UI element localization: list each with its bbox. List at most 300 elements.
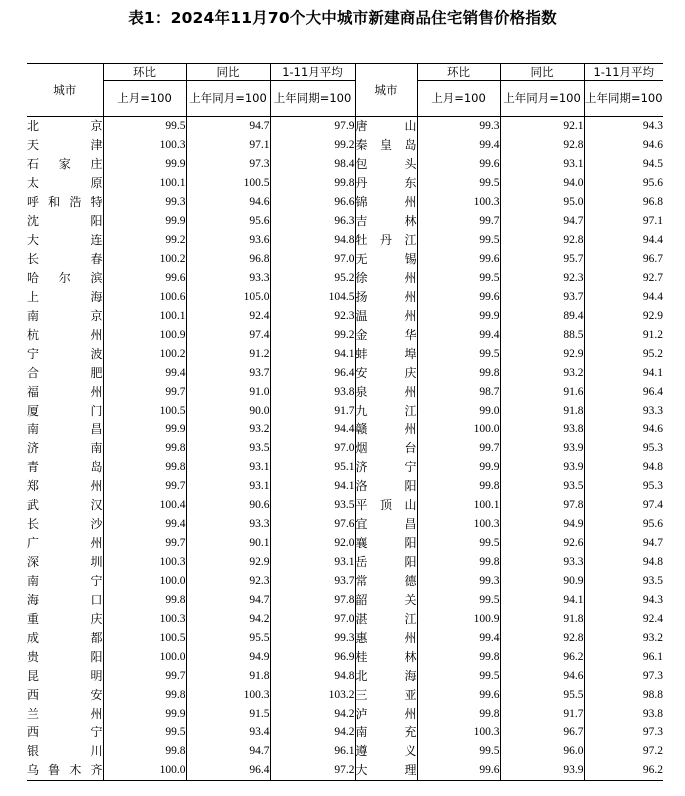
table-row — [27, 553, 663, 572]
city-name: 杭 州 — [27, 325, 103, 344]
avg-value: 95.6 — [642, 177, 663, 190]
table-row — [27, 136, 663, 155]
city-name: 哈尔滨 — [27, 269, 103, 288]
mom-value: 99.9 — [103, 420, 186, 439]
mom-value: 99.5 — [103, 117, 186, 136]
table-row — [27, 155, 663, 174]
city-name: 上 海 — [27, 287, 103, 306]
city-name: 九 江 — [355, 401, 417, 420]
yoy-value: 93.2 — [500, 363, 584, 382]
city-name: 天 津 — [27, 136, 103, 155]
table-row — [27, 666, 663, 685]
avg-value: 99.8 — [334, 177, 355, 190]
city-name: 平顶山 — [355, 496, 417, 515]
table-row — [27, 685, 663, 704]
city-name: 常 德 — [355, 572, 417, 591]
avg-value: 97.4 — [642, 499, 663, 512]
city-name: 温 州 — [355, 306, 417, 325]
mom-value: 99.9 — [103, 155, 186, 174]
mom-value: 100.0 — [103, 647, 186, 666]
mom-value: 100.0 — [103, 761, 186, 780]
city-name: 湛 江 — [355, 609, 417, 628]
yoy-value: 94.9 — [186, 647, 270, 666]
mom-value: 99.5 — [417, 534, 500, 553]
city-name: 海 口 — [27, 590, 103, 609]
avg-value: 95.3 — [642, 480, 663, 493]
avg-value: 94.3 — [642, 593, 663, 606]
yoy-base-right: 上年同月=100 — [500, 81, 584, 117]
city-name: 赣 州 — [355, 420, 417, 439]
table-row — [27, 439, 663, 458]
mom-value: 99.6 — [417, 287, 500, 306]
avg-value: 95.2 — [334, 271, 355, 284]
mom-value: 100.2 — [103, 344, 186, 363]
table-row — [27, 363, 663, 382]
mom-value: 99.8 — [417, 477, 500, 496]
mom-value: 99.8 — [103, 439, 186, 458]
avg-value: 91.2 — [642, 328, 663, 341]
mom-value: 99.4 — [103, 515, 186, 534]
yoy-value: 96.2 — [500, 647, 584, 666]
yoy-value: 93.6 — [186, 231, 270, 250]
avg-value: 94.6 — [642, 139, 663, 152]
avg-base-left: 上年同期=100 — [270, 81, 355, 117]
yoy-value: 96.8 — [186, 250, 270, 269]
city-name: 郑 州 — [27, 477, 103, 496]
avg-value: 94.4 — [642, 290, 663, 303]
avg-value: 103.2 — [328, 688, 355, 701]
yoy-value: 93.1 — [186, 458, 270, 477]
city-name: 宜 昌 — [355, 515, 417, 534]
table-row — [27, 212, 663, 231]
city-header-left: 城市 — [27, 64, 103, 117]
avg-value: 95.6 — [642, 518, 663, 531]
avg-value: 94.4 — [642, 234, 663, 247]
avg-value: 94.1 — [642, 366, 663, 379]
mom-value: 99.7 — [103, 666, 186, 685]
mom-value: 99.8 — [417, 363, 500, 382]
city-name: 金 华 — [355, 325, 417, 344]
mom-value: 99.5 — [417, 344, 500, 363]
table-row — [27, 515, 663, 534]
mom-value: 99.9 — [103, 704, 186, 723]
city-name: 蚌 埠 — [355, 344, 417, 363]
city-name: 锦 州 — [355, 193, 417, 212]
avg-value: 93.8 — [642, 707, 663, 720]
city-name: 南 京 — [27, 306, 103, 325]
city-name: 呼和浩特 — [27, 193, 103, 212]
mom-value: 100.3 — [417, 515, 500, 534]
yoy-value: 92.1 — [500, 117, 584, 136]
yoy-value: 91.2 — [186, 344, 270, 363]
table-title: 表1：2024年11月70个大中城市新建商品住宅销售价格指数 — [128, 9, 557, 27]
avg-value: 94.7 — [642, 537, 663, 550]
avg-value: 95.3 — [642, 442, 663, 455]
yoy-value: 97.1 — [186, 136, 270, 155]
mom-value: 99.8 — [417, 647, 500, 666]
avg-value: 97.0 — [334, 442, 355, 455]
city-name: 秦皇岛 — [355, 136, 417, 155]
avg-value: 92.9 — [642, 309, 663, 322]
mom-value: 100.0 — [103, 572, 186, 591]
city-name: 吉 林 — [355, 212, 417, 231]
yoy-value: 94.7 — [186, 742, 270, 761]
avg-value: 97.6 — [334, 518, 355, 531]
mom-value: 99.7 — [103, 382, 186, 401]
yoy-value: 96.0 — [500, 742, 584, 761]
table-row — [27, 761, 663, 780]
mom-value: 99.0 — [417, 401, 500, 420]
yoy-value: 100.5 — [186, 174, 270, 193]
city-name: 包 头 — [355, 155, 417, 174]
mom-header-right: 环比 — [417, 64, 500, 81]
mom-value: 98.7 — [417, 382, 500, 401]
avg-value: 97.3 — [642, 726, 663, 739]
table-row — [27, 382, 663, 401]
mom-value: 99.7 — [417, 439, 500, 458]
city-name: 青 岛 — [27, 458, 103, 477]
yoy-value: 97.4 — [186, 325, 270, 344]
avg-value: 92.7 — [642, 271, 663, 284]
table-row — [27, 287, 663, 306]
city-name: 唐 山 — [355, 117, 417, 136]
avg-value: 97.9 — [334, 120, 355, 133]
yoy-value: 95.5 — [186, 628, 270, 647]
avg-header-right: 1-11月平均 — [584, 64, 663, 81]
city-name: 三 亚 — [355, 685, 417, 704]
avg-base-right: 上年同期=100 — [584, 81, 663, 117]
mom-value: 99.5 — [417, 666, 500, 685]
mom-value: 99.5 — [417, 269, 500, 288]
city-name: 福 州 — [27, 382, 103, 401]
mom-value: 99.4 — [417, 628, 500, 647]
mom-value: 100.3 — [417, 193, 500, 212]
mom-value: 100.3 — [103, 553, 186, 572]
mom-value: 99.3 — [417, 117, 500, 136]
avg-value: 93.7 — [334, 574, 355, 587]
table-row — [27, 193, 663, 212]
table-row — [27, 647, 663, 666]
yoy-value: 105.0 — [186, 287, 270, 306]
yoy-base-left: 上年同月=100 — [186, 81, 270, 117]
mom-value: 99.6 — [417, 155, 500, 174]
avg-value: 94.4 — [334, 423, 355, 436]
avg-value: 94.8 — [642, 556, 663, 569]
avg-value: 96.9 — [334, 650, 355, 663]
mom-base-right: 上月=100 — [417, 81, 500, 117]
avg-value: 94.8 — [334, 234, 355, 247]
yoy-value: 91.8 — [186, 666, 270, 685]
yoy-value: 94.9 — [500, 515, 584, 534]
avg-header-left: 1-11月平均 — [270, 64, 355, 81]
yoy-value: 90.9 — [500, 572, 584, 591]
mom-value: 99.8 — [103, 685, 186, 704]
avg-value: 92.3 — [334, 309, 355, 322]
yoy-value: 92.9 — [500, 344, 584, 363]
mom-value: 100.1 — [103, 174, 186, 193]
yoy-value: 93.2 — [186, 420, 270, 439]
yoy-value: 91.7 — [500, 704, 584, 723]
avg-value: 96.3 — [334, 215, 355, 228]
city-name: 银 川 — [27, 742, 103, 761]
avg-value: 97.8 — [334, 593, 355, 606]
table-row — [27, 174, 663, 193]
avg-value: 99.2 — [334, 328, 355, 341]
city-name: 成 都 — [27, 628, 103, 647]
yoy-header-left: 同比 — [186, 64, 270, 81]
yoy-value: 100.3 — [186, 685, 270, 704]
city-name: 襄 阳 — [355, 534, 417, 553]
mom-value: 100.4 — [103, 496, 186, 515]
avg-value: 93.3 — [642, 404, 663, 417]
city-name: 济 宁 — [355, 458, 417, 477]
table-row — [27, 269, 663, 288]
mom-value: 99.7 — [103, 477, 186, 496]
city-name: 北 京 — [27, 117, 103, 136]
avg-value: 97.1 — [642, 215, 663, 228]
yoy-value: 94.6 — [500, 666, 584, 685]
table-body — [27, 117, 663, 781]
mom-value: 99.5 — [103, 723, 186, 742]
yoy-value: 93.3 — [186, 269, 270, 288]
mom-header-left: 环比 — [103, 64, 186, 81]
city-name: 深 圳 — [27, 553, 103, 572]
yoy-value: 93.1 — [500, 155, 584, 174]
mom-value: 100.1 — [417, 496, 500, 515]
yoy-value: 92.3 — [500, 269, 584, 288]
table-row — [27, 306, 663, 325]
city-name: 兰 州 — [27, 704, 103, 723]
yoy-value: 95.0 — [500, 193, 584, 212]
yoy-value: 91.0 — [186, 382, 270, 401]
avg-value: 94.8 — [642, 461, 663, 474]
avg-value: 96.8 — [642, 196, 663, 209]
yoy-value: 95.7 — [500, 250, 584, 269]
avg-value: 93.8 — [334, 385, 355, 398]
city-name: 泸 州 — [355, 704, 417, 723]
yoy-value: 93.7 — [500, 287, 584, 306]
table-row — [27, 723, 663, 742]
city-name: 惠 州 — [355, 628, 417, 647]
mom-value: 100.0 — [417, 420, 500, 439]
city-name: 厦 门 — [27, 401, 103, 420]
city-name: 遵 义 — [355, 742, 417, 761]
avg-value: 97.0 — [334, 253, 355, 266]
yoy-value: 93.1 — [186, 477, 270, 496]
avg-value: 97.3 — [642, 669, 663, 682]
yoy-value: 94.7 — [500, 212, 584, 231]
yoy-value: 92.8 — [500, 628, 584, 647]
table-row — [27, 250, 663, 269]
yoy-value: 94.2 — [186, 609, 270, 628]
city-name: 重 庆 — [27, 609, 103, 628]
yoy-value: 96.7 — [500, 723, 584, 742]
mom-value: 100.2 — [103, 250, 186, 269]
avg-value: 93.2 — [642, 631, 663, 644]
avg-value: 95.2 — [642, 347, 663, 360]
city-name: 石家庄 — [27, 155, 103, 174]
avg-value: 94.1 — [334, 480, 355, 493]
mom-value: 99.3 — [417, 572, 500, 591]
city-name: 牡丹江 — [355, 231, 417, 250]
avg-value: 93.1 — [334, 556, 355, 569]
yoy-value: 94.7 — [186, 117, 270, 136]
avg-value: 97.0 — [334, 612, 355, 625]
table-row — [27, 117, 663, 136]
mom-value: 99.3 — [103, 193, 186, 212]
yoy-value: 93.3 — [500, 553, 584, 572]
city-name: 贵 阳 — [27, 647, 103, 666]
yoy-value: 92.8 — [500, 136, 584, 155]
mom-value: 99.9 — [417, 306, 500, 325]
city-name: 泉 州 — [355, 382, 417, 401]
table-row — [27, 628, 663, 647]
yoy-value: 90.0 — [186, 401, 270, 420]
avg-value: 95.1 — [334, 461, 355, 474]
city-name: 合 肥 — [27, 363, 103, 382]
yoy-value: 95.5 — [500, 685, 584, 704]
yoy-value: 92.4 — [186, 306, 270, 325]
mom-value: 100.3 — [417, 723, 500, 742]
mom-value: 99.7 — [417, 212, 500, 231]
avg-value: 98.8 — [642, 688, 663, 701]
avg-value: 94.5 — [642, 158, 663, 171]
city-name: 桂 林 — [355, 647, 417, 666]
city-name: 岳 阳 — [355, 553, 417, 572]
mom-value: 99.9 — [417, 458, 500, 477]
table-row — [27, 344, 663, 363]
yoy-value: 94.7 — [186, 590, 270, 609]
table-row — [27, 477, 663, 496]
avg-value: 94.3 — [642, 120, 663, 133]
city-name: 徐 州 — [355, 269, 417, 288]
avg-value: 93.5 — [642, 574, 663, 587]
yoy-value: 91.8 — [500, 401, 584, 420]
avg-value: 96.2 — [584, 761, 663, 780]
avg-value: 97.2 — [642, 745, 663, 758]
yoy-value: 93.9 — [500, 439, 584, 458]
table-row — [27, 458, 663, 477]
table-row — [27, 401, 663, 420]
city-name: 沈 阳 — [27, 212, 103, 231]
yoy-value: 91.8 — [500, 609, 584, 628]
city-name: 无 锡 — [355, 250, 417, 269]
avg-value: 93.5 — [334, 499, 355, 512]
table-row — [27, 742, 663, 761]
city-name: 长 春 — [27, 250, 103, 269]
mom-value: 99.8 — [103, 458, 186, 477]
mom-value: 100.5 — [103, 401, 186, 420]
mom-value: 99.6 — [417, 685, 500, 704]
city-name: 南 宁 — [27, 572, 103, 591]
avg-value: 92.4 — [642, 612, 663, 625]
table-row — [27, 534, 663, 553]
mom-value: 99.8 — [103, 590, 186, 609]
yoy-header-right: 同比 — [500, 64, 584, 81]
table-row — [27, 496, 663, 515]
city-name: 大 连 — [27, 231, 103, 250]
mom-value: 100.3 — [103, 136, 186, 155]
mom-value: 100.5 — [103, 628, 186, 647]
mom-value: 100.3 — [103, 609, 186, 628]
avg-value: 98.4 — [334, 158, 355, 171]
city-header-right: 城市 — [355, 64, 417, 117]
yoy-value: 90.1 — [186, 534, 270, 553]
yoy-value: 93.7 — [186, 363, 270, 382]
table-row — [27, 572, 663, 591]
avg-value: 94.2 — [334, 707, 355, 720]
yoy-value: 91.5 — [186, 704, 270, 723]
city-name: 广 州 — [27, 534, 103, 553]
city-name: 扬 州 — [355, 287, 417, 306]
mom-value: 99.5 — [417, 231, 500, 250]
mom-value: 99.4 — [417, 325, 500, 344]
avg-value: 96.4 — [642, 385, 663, 398]
avg-value: 94.1 — [334, 347, 355, 360]
yoy-value: 97.3 — [186, 155, 270, 174]
avg-value: 96.1 — [642, 650, 663, 663]
city-name: 南 充 — [355, 723, 417, 742]
mom-value: 100.1 — [103, 306, 186, 325]
yoy-value: 92.9 — [186, 553, 270, 572]
table-row — [27, 325, 663, 344]
avg-value: 96.6 — [334, 196, 355, 209]
avg-value: 94.2 — [334, 726, 355, 739]
avg-value: 96.1 — [334, 745, 355, 758]
avg-value: 91.7 — [334, 404, 355, 417]
city-name: 长 沙 — [27, 515, 103, 534]
yoy-value: 93.9 — [500, 761, 584, 780]
table-row — [27, 231, 663, 250]
city-name: 南 昌 — [27, 420, 103, 439]
yoy-value: 94.1 — [500, 590, 584, 609]
city-name: 济 南 — [27, 439, 103, 458]
city-name: 洛 阳 — [355, 477, 417, 496]
mom-value: 99.9 — [103, 212, 186, 231]
yoy-value: 93.8 — [500, 420, 584, 439]
mom-value: 99.4 — [103, 363, 186, 382]
price-index-table — [27, 63, 663, 781]
yoy-value: 93.5 — [186, 439, 270, 458]
mom-value: 99.4 — [417, 136, 500, 155]
avg-value: 99.2 — [334, 139, 355, 152]
city-name: 西 宁 — [27, 723, 103, 742]
yoy-value: 92.6 — [500, 534, 584, 553]
mom-value: 99.8 — [417, 704, 500, 723]
city-name: 武 汉 — [27, 496, 103, 515]
city-name: 安 庆 — [355, 363, 417, 382]
yoy-value: 94.0 — [500, 174, 584, 193]
mom-value: 99.6 — [417, 761, 500, 780]
city-name: 昆 明 — [27, 666, 103, 685]
table-row — [27, 590, 663, 609]
avg-value: 94.6 — [642, 423, 663, 436]
avg-value: 94.8 — [334, 669, 355, 682]
avg-value: 104.5 — [328, 290, 355, 303]
city-name: 太 原 — [27, 174, 103, 193]
table-row — [27, 420, 663, 439]
table-row — [27, 609, 663, 628]
yoy-value: 88.5 — [500, 325, 584, 344]
city-name: 宁 波 — [27, 344, 103, 363]
mom-value: 100.6 — [103, 287, 186, 306]
mom-value: 100.9 — [103, 325, 186, 344]
mom-value: 99.6 — [103, 269, 186, 288]
yoy-value: 97.8 — [500, 496, 584, 515]
city-name: 烟 台 — [355, 439, 417, 458]
avg-value: 92.0 — [334, 537, 355, 550]
avg-value: 96.7 — [642, 253, 663, 266]
